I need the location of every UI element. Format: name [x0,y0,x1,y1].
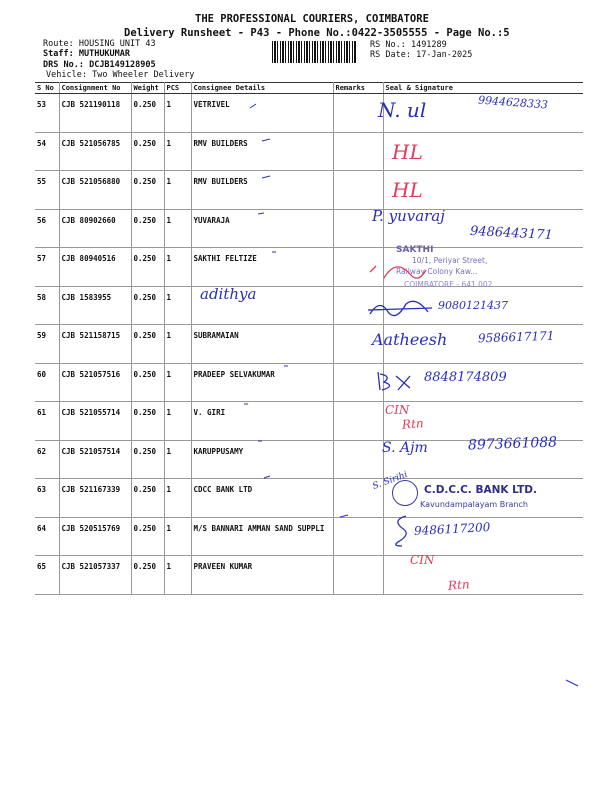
signature-row-53: N. ul [378,98,427,122]
cell-sno: 56 [35,209,59,248]
cell-weight: 0.250 [131,171,164,210]
cell-weight: 0.250 [131,132,164,171]
phone-row-62: 8973661088 [467,434,558,454]
stamp-cdcc-line1: C.D.C.C. BANK LTD. [424,484,537,496]
cell-sno: 60 [35,363,59,402]
cell-weight: 0.250 [131,479,164,518]
col-sno: S No [35,83,59,94]
drs-value: DCJB149128905 [89,60,156,70]
cell-weight: 0.250 [131,440,164,479]
cell-sno: 58 [35,286,59,325]
cell-sno: 61 [35,402,59,441]
note-row-61-b: Rtn [401,416,425,432]
signature-row-62: S. Ajm [382,440,428,456]
cell-weight: 0.250 [131,517,164,556]
cell-weight: 0.250 [131,363,164,402]
rs-no-label: RS No.: [370,40,406,50]
cell-consignee: CDCC BANK LTD [191,479,333,518]
vehicle-value: Two Wheeler Delivery [92,70,195,80]
cell-consignee: SUBRAMAIAN [191,325,333,364]
route-value: HOUSING UNIT 43 [78,39,156,49]
cell-weight: 0.250 [131,248,164,287]
cell-sno: 53 [35,94,59,133]
cell-sno: 55 [35,171,59,210]
route-label: Route: [43,39,74,49]
col-consignee: Consignee Details [191,83,333,94]
cell-weight: 0.250 [131,325,164,364]
col-pcs: PCS [164,83,191,94]
consignee-row-58-handwritten: adithya [200,285,257,303]
rs-date-value: 17-Jan-2025 [416,50,473,60]
cell-sno: 65 [35,556,59,595]
cell-consignee: YUVARAJA [191,209,333,248]
cell-sno: 57 [35,248,59,287]
cell-consignment: CJB 80902660 [59,209,131,248]
phone-row-58: 9080121437 [438,299,508,312]
cell-pcs: 1 [164,556,191,595]
cell-pcs: 1 [164,209,191,248]
phone-row-59: 9586617171 [477,328,555,346]
phone-row-60: 8848174809 [424,370,507,385]
stamp-sakthi-line2: 10/1, Periyar Street, [412,256,488,265]
cell-consignment: CJB 1583955 [59,286,131,325]
drs-label: DRS No.: [43,60,84,70]
cell-pcs: 1 [164,402,191,441]
note-row-65-a: CIN [410,553,435,567]
cell-consignment: CJB 521057514 [59,440,131,479]
stamp-sakthi-line1: SAKTHI [396,245,434,255]
cell-consignee: M/S BANNARI AMMAN SAND SUPPLI [191,517,333,556]
rs-no-value: 1491289 [410,40,447,50]
col-weight: Weight [131,83,164,94]
cell-sno: 63 [35,479,59,518]
runsheet-subtitle: Delivery Runsheet - P43 - Phone No.:0422-3505555 - Page No.:5 [124,27,510,39]
cell-sno: 62 [35,440,59,479]
vehicle-label: Vehicle: [46,70,87,80]
stamp-cdcc-line2: Kavundampalayam Branch [420,500,528,509]
cell-weight: 0.250 [131,402,164,441]
cell-pcs: 1 [164,363,191,402]
cell-pcs: 1 [164,440,191,479]
cell-consignment: CJB 521057337 [59,556,131,595]
cell-consignment: CJB 521158715 [59,325,131,364]
cell-pcs: 1 [164,171,191,210]
cell-sno: 59 [35,325,59,364]
phone-row-53: 9944628333 [477,93,549,112]
signature-row-59: Aatheesh [372,330,448,349]
cell-weight: 0.250 [131,286,164,325]
cell-consignment: CJB 521056785 [59,132,131,171]
cell-weight: 0.250 [131,94,164,133]
signature-row-63: S. Sirihi [371,470,410,492]
cell-consignee: RMV BUILDERS [191,171,333,210]
cell-consignee: SAKTHI FELTIZE [191,248,333,287]
phone-row-56: 9486443171 [469,223,554,244]
cell-weight: 0.250 [131,556,164,595]
cell-consignee: PRADEEP SELVAKUMAR [191,363,333,402]
signature-row-54: HL [392,140,423,164]
cell-consignment: CJB 521055714 [59,402,131,441]
signature-row-56: P. yuvaraj [372,207,445,225]
cell-consignment: CJB 520515769 [59,517,131,556]
cell-consignment: CJB 521190118 [59,94,131,133]
note-row-65-b: Rtn [447,577,471,593]
cell-pcs: 1 [164,479,191,518]
rs-date-label: RS Date: [370,50,411,60]
cell-consignee: PRAVEEN KUMAR [191,556,333,595]
cell-consignment: CJB 521056880 [59,171,131,210]
cell-pcs: 1 [164,132,191,171]
phone-row-64: 9486117200 [413,520,491,538]
stamp-sakthi-line4: COIMBATORE - 641 002 [404,280,493,289]
company-name: THE PROFESSIONAL COURIERS, COIMBATORE [195,13,429,25]
cell-consignment: CJB 521057516 [59,363,131,402]
staff-label: Staff: [43,49,74,59]
cell-pcs: 1 [164,325,191,364]
cell-consignee: RMV BUILDERS [191,132,333,171]
cell-consignee: V. GIRI [191,402,333,441]
cell-consignee: VETRIVEL [191,94,333,133]
cell-pcs: 1 [164,248,191,287]
cell-sno: 64 [35,517,59,556]
cell-pcs: 1 [164,517,191,556]
cell-consignment: CJB 80940516 [59,248,131,287]
cell-consignment: CJB 521167339 [59,479,131,518]
col-consignment: Consignment No [59,83,131,94]
note-row-61-a: CIN [385,403,410,417]
cell-consignee: KARUPPUSAMY [191,440,333,479]
cell-sno: 54 [35,132,59,171]
cell-pcs: 1 [164,94,191,133]
cell-weight: 0.250 [131,209,164,248]
col-remarks: Remarks [333,83,383,94]
signature-row-55: HL [392,178,423,202]
staff-value: MUTHUKUMAR [78,49,131,59]
cell-pcs: 1 [164,286,191,325]
stamp-sakthi-line3: Railway Colony Kaw... [396,267,478,276]
col-signature: Seal & Signature [383,83,583,94]
